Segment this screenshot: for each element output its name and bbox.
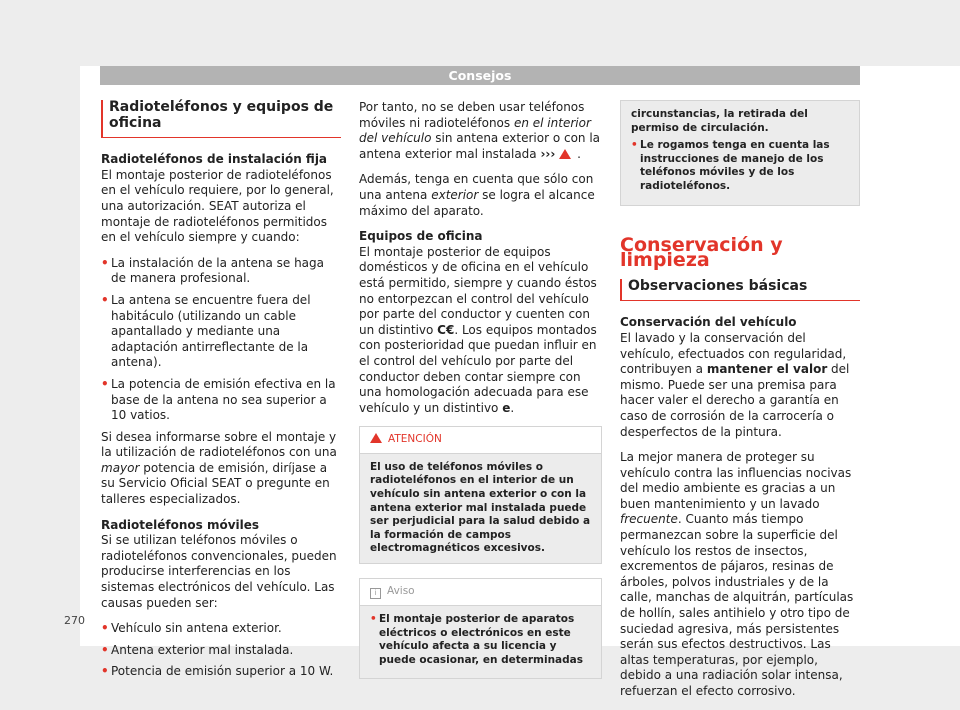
subheading: Radioteléfonos móviles xyxy=(101,517,260,532)
paragraph: Además, tenga en cuenta que sólo con una antena exterior se logra el alcance máximo del aparato. xyxy=(359,172,595,218)
info-icon: i xyxy=(370,588,381,599)
subheading: Radioteléfonos de instalación fija xyxy=(101,152,328,167)
section-title: Radioteléfonos y equipos de oficina xyxy=(101,100,341,138)
chapter-header: Consejos xyxy=(100,66,860,85)
notice-text: circunstancias, la retirada del permiso de circulación. xyxy=(631,108,808,134)
notice-box xyxy=(359,578,602,679)
cross-reference-link[interactable]: ››› xyxy=(540,146,556,161)
warning-icon xyxy=(370,433,382,443)
warning-text: El uso de teléfonos móviles o radioteléfonos en el interior de un vehículo sin antena exterior o con la antena exterior mal instalada puede ser perjudicial para la salud debido a la formación de campos electromagnéticos excesivos. xyxy=(370,460,591,555)
ce-mark: C€ xyxy=(437,322,455,337)
list-item: • Antena exterior mal instalada. xyxy=(101,642,294,657)
warning-header: ATENCIÓN xyxy=(360,427,601,454)
column-3 xyxy=(620,100,860,710)
paragraph: La mejor manera de proteger su vehículo contra las influencias nocivas del medio ambiente es gracias a un buen mantenimiento y un lavado frecuente. Cuanto más tiempo permanezcan sobre la superficie del vehículo los restos de insectos, excrementos de pájaros, resinas de árboles, polvos industriales y de la calle, manchas de alquitrán, partículas de hollín, sales antihielo y otro tipo de suciedad agresiva, más persistentes serán sus efectos destructivos. Las altas temperaturas, por ejemplo, debido a una radiación solar intensa, refuerzan el efecto corrosivo. xyxy=(620,450,854,698)
column-2 xyxy=(359,100,602,693)
section-title: Observaciones básicas xyxy=(620,279,860,302)
warning-box xyxy=(359,426,602,564)
list-item: • El montaje posterior de aparatos eléctricos o electrónicos en este vehículo afecta a su licencia y puede ocasionar, en determinadas xyxy=(370,613,583,666)
bullet-list xyxy=(101,621,341,680)
paragraph: El lavado y la conservación del vehículo, efectuados con regularidad, contribuyen a mantener el valor del mismo. Puede ser una premisa para hacer valer el derecho a garantía en caso de corrosión de la carrocería o desperfectos de la pintura. xyxy=(620,330,850,439)
page-number: 270 xyxy=(64,614,85,627)
e-mark: e xyxy=(502,400,511,415)
list-item: • Le rogamos tenga en cuenta las instrucciones de manejo de los teléfonos móviles y de los radioteléfonos. xyxy=(631,139,830,192)
list-item: • La antena se encuentre fuera del habitáculo (utilizando un cable apantallado y mediante una adaptación antirreflectante de la antena). xyxy=(101,292,311,370)
notice-body xyxy=(360,606,601,678)
paragraph: El montaje posterior de radioteléfonos en el vehículo requiere, por lo general, una autorización. SEAT autoriza el montaje de radioteléfonos permitidos en el vehículo siempre y cuando: xyxy=(101,167,334,245)
list-item: • La potencia de emisión efectiva en la base de la antena no sea superior a 10 vatios. xyxy=(101,376,336,423)
notice-header: i Aviso xyxy=(360,579,601,606)
paragraph: Por tanto, no se deben usar teléfonos móviles ni radioteléfonos en el interior del vehículo sin antena exterior o con la antena exterior mal instalada ››› . xyxy=(359,100,601,161)
list-item: • La instalación de la antena se haga de manera profesional. xyxy=(101,255,324,286)
bullet-list xyxy=(101,256,341,424)
paragraph: El montaje posterior de equipos domésticos y de oficina en el vehículo está permitido, siempre y cuando éstos no entorpezcan el control del vehículo por parte del conductor y cuenten con un distintivo C€. Los equipos montados con posterioridad que puedan influir en el control del vehículo por parte del conductor deben contar siempre con una homologación adecuada para ese vehículo y un distintivo e. xyxy=(359,244,597,415)
subheading: Conservación del vehículo xyxy=(620,315,797,330)
notice-box-continued xyxy=(620,100,860,206)
column-1 xyxy=(101,100,341,686)
list-item: • Potencia de emisión superior a 10 W. xyxy=(101,664,334,679)
paragraph: Si se utilizan teléfonos móviles o radioteléfonos convencionales, pueden producirse interferencias en los sistemas electrónicos del vehículo. Las causas pueden ser: xyxy=(101,533,337,610)
warning-icon xyxy=(559,149,571,159)
subheading: Equipos de oficina xyxy=(359,229,483,244)
paragraph: Si desea informarse sobre el montaje y la utilización de radioteléfonos con una mayor potencia de emisión, diríjase a su Servicio Oficial SEAT o pregunte en talleres especializados. xyxy=(101,429,337,507)
list-item: • Vehículo sin antena exterior. xyxy=(101,621,282,636)
chapter-title: Conservación y limpieza xyxy=(620,233,783,272)
